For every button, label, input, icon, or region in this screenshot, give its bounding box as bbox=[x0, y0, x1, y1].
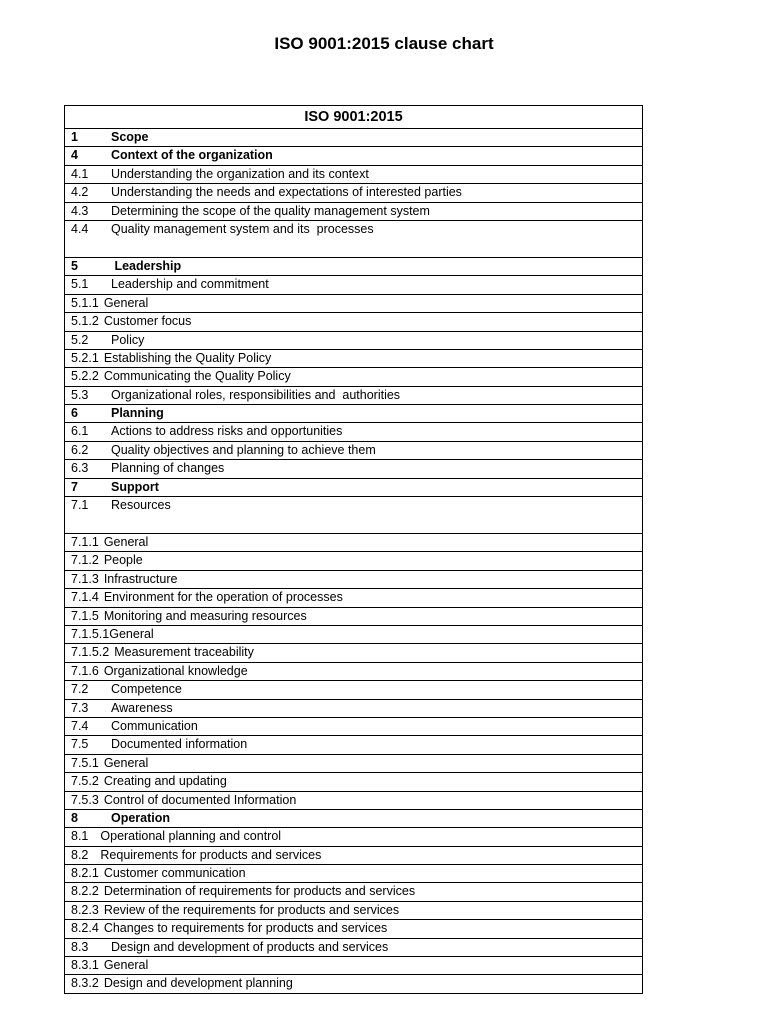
clause-row bbox=[65, 129, 642, 147]
clause-number: 8.3 bbox=[71, 939, 89, 954]
clause-row bbox=[65, 332, 642, 350]
clause-label: Organizational knowledge bbox=[103, 663, 248, 678]
clause-label: Quality management system and its processes bbox=[111, 221, 374, 236]
clause-number: 7.5.1 bbox=[71, 755, 99, 770]
clause-number: 4.4 bbox=[71, 221, 89, 236]
clause-row bbox=[65, 368, 642, 386]
clause-row bbox=[65, 663, 642, 681]
clause-label: Operation bbox=[111, 810, 171, 825]
clause-row bbox=[65, 534, 642, 552]
clause-number: 8 bbox=[71, 810, 78, 825]
clause-label: Operational planning and control bbox=[100, 829, 282, 844]
clause-label: Planning of changes bbox=[111, 461, 225, 476]
clause-number: 8.2.3 bbox=[71, 902, 99, 917]
clause-label: People bbox=[103, 553, 143, 568]
clause-label: Monitoring and measuring resources bbox=[103, 608, 307, 623]
clause-row bbox=[65, 313, 642, 331]
clause-row bbox=[65, 810, 642, 828]
clause-row bbox=[65, 681, 642, 699]
clause-label: General bbox=[103, 295, 149, 310]
clause-row bbox=[65, 442, 642, 460]
clause-label: Actions to address risks and opportunities bbox=[111, 424, 343, 439]
clause-number: 8.2 bbox=[71, 847, 89, 862]
clause-label: Organizational roles, responsibilities and authorities bbox=[111, 387, 401, 402]
clause-label: Customer focus bbox=[103, 314, 192, 329]
clause-row bbox=[65, 700, 642, 718]
clause-row bbox=[65, 792, 642, 810]
clause-label: Competence bbox=[111, 682, 182, 697]
clause-number: 7.4 bbox=[71, 718, 89, 733]
clause-row bbox=[65, 957, 642, 975]
clause-number: 5.2.1 bbox=[71, 350, 99, 365]
clause-number: 7.1 bbox=[71, 498, 89, 513]
clause-number: 7.1.6 bbox=[71, 663, 99, 678]
clause-label: Establishing the Quality Policy bbox=[103, 350, 272, 365]
clause-row bbox=[65, 147, 642, 165]
clause-label: Determination of requirements for products and services bbox=[103, 884, 416, 899]
clause-number: 4.3 bbox=[71, 203, 89, 218]
clause-number: 4.1 bbox=[71, 166, 89, 181]
clause-number: 4 bbox=[71, 148, 78, 163]
clause-row bbox=[65, 258, 642, 276]
clause-label: Documented information bbox=[111, 737, 248, 752]
clause-label: Design and development planning bbox=[103, 976, 293, 991]
clause-row bbox=[65, 718, 642, 736]
clause-number: 7.1.4 bbox=[71, 590, 99, 605]
clause-number: 1 bbox=[71, 130, 78, 144]
clause-row bbox=[65, 755, 642, 773]
clause-number: 5.3 bbox=[71, 387, 89, 402]
clause-label: Support bbox=[111, 479, 159, 494]
clause-row bbox=[65, 865, 642, 883]
clause-label: Scope bbox=[111, 130, 149, 144]
clause-row bbox=[65, 221, 642, 258]
clause-label: Context of the organization bbox=[111, 148, 273, 163]
clause-label: Review of the requirements for products and services bbox=[103, 902, 400, 917]
clause-label: Environment for the operation of processes bbox=[103, 590, 343, 605]
clause-row bbox=[65, 571, 642, 589]
clause-row bbox=[65, 203, 642, 221]
clause-number: 5.2.2 bbox=[71, 369, 99, 384]
clause-number: 5.1 bbox=[71, 277, 89, 292]
clause-row bbox=[65, 387, 642, 405]
clause-row bbox=[65, 883, 642, 901]
clause-label: Infrastructure bbox=[103, 571, 178, 586]
clause-number: 7.5.2 bbox=[71, 774, 99, 789]
clause-row bbox=[65, 644, 642, 662]
clause-label: Awareness bbox=[111, 700, 173, 715]
clause-label: General bbox=[109, 626, 154, 641]
clause-label: Requirements for products and services bbox=[100, 847, 322, 862]
clause-number: 6.1 bbox=[71, 424, 89, 439]
clause-number: 7.1.3 bbox=[71, 571, 99, 586]
clause-number: 7.1.5.1 bbox=[71, 626, 110, 641]
clause-row bbox=[65, 460, 642, 478]
clause-number: 7.1.5 bbox=[71, 608, 99, 623]
clause-row bbox=[65, 295, 642, 313]
clause-table bbox=[64, 105, 643, 994]
clause-label: Understanding the needs and expectations of interested parties bbox=[111, 185, 462, 200]
clause-label: Leadership bbox=[111, 258, 182, 273]
clause-label: Customer communication bbox=[103, 866, 246, 881]
clause-number: 8.3.2 bbox=[71, 976, 99, 991]
clause-row bbox=[65, 920, 642, 938]
clause-label: Leadership and commitment bbox=[111, 277, 269, 292]
table-header: ISO 9001:2015 bbox=[65, 106, 642, 129]
clause-number: 7.5.3 bbox=[71, 792, 99, 807]
clause-number: 7 bbox=[71, 479, 78, 494]
clause-rows bbox=[65, 129, 642, 993]
clause-label: Quality objectives and planning to achieve them bbox=[111, 442, 376, 457]
clause-number: 7.1.1 bbox=[71, 535, 99, 550]
clause-row bbox=[65, 902, 642, 920]
clause-label: Policy bbox=[111, 332, 145, 347]
clause-number: 8.2.4 bbox=[71, 921, 99, 936]
clause-number: 7.2 bbox=[71, 682, 89, 697]
clause-row bbox=[65, 736, 642, 754]
clause-number: 8.1 bbox=[71, 829, 89, 844]
document-title: ISO 9001:2015 clause chart bbox=[274, 34, 494, 53]
clause-number: 5.1.1 bbox=[71, 295, 99, 310]
clause-label: Resources bbox=[111, 498, 171, 513]
clause-row bbox=[65, 552, 642, 570]
clause-row bbox=[65, 608, 642, 626]
clause-label: Design and development of products and services bbox=[111, 939, 389, 954]
clause-row bbox=[65, 589, 642, 607]
clause-row bbox=[65, 405, 642, 423]
clause-label: Changes to requirements for products and services bbox=[103, 921, 388, 936]
clause-label: Understanding the organization and its context bbox=[111, 166, 369, 181]
clause-label: Measurement traceability bbox=[114, 645, 254, 660]
clause-number: 5 bbox=[71, 258, 78, 273]
clause-label: General bbox=[103, 535, 149, 550]
clause-row bbox=[65, 773, 642, 791]
clause-row bbox=[65, 423, 642, 441]
clause-number: 6 bbox=[71, 406, 78, 421]
clause-row bbox=[65, 939, 642, 957]
clause-label: Planning bbox=[111, 406, 164, 421]
clause-row bbox=[65, 350, 642, 368]
clause-row bbox=[65, 276, 642, 294]
clause-row bbox=[65, 626, 642, 644]
clause-number: 7.1.2 bbox=[71, 553, 99, 568]
clause-number: 4.2 bbox=[71, 185, 89, 200]
clause-row bbox=[65, 479, 642, 497]
clause-number: 8.2.2 bbox=[71, 884, 99, 899]
clause-number: 6.2 bbox=[71, 442, 89, 457]
clause-row bbox=[65, 184, 642, 202]
clause-number: 5.2 bbox=[71, 332, 89, 347]
clause-row bbox=[65, 847, 642, 865]
clause-row bbox=[65, 975, 642, 992]
clause-number: 6.3 bbox=[71, 461, 89, 476]
clause-label: General bbox=[103, 958, 149, 973]
clause-number: 7.5 bbox=[71, 737, 89, 752]
clause-number: 5.1.2 bbox=[71, 314, 99, 329]
clause-label: Creating and updating bbox=[103, 774, 227, 789]
clause-row bbox=[65, 828, 642, 846]
clause-label: General bbox=[103, 755, 149, 770]
clause-label: Control of documented Information bbox=[103, 792, 297, 807]
clause-label: Communication bbox=[111, 718, 198, 733]
clause-number: 7.1.5.2 bbox=[71, 645, 110, 660]
clause-row bbox=[65, 166, 642, 184]
clause-row bbox=[65, 497, 642, 534]
clause-number: 7.3 bbox=[71, 700, 89, 715]
clause-number: 8.2.1 bbox=[71, 866, 99, 881]
clause-label: Determining the scope of the quality management system bbox=[111, 203, 430, 218]
clause-number: 8.3.1 bbox=[71, 958, 99, 973]
clause-label: Communicating the Quality Policy bbox=[103, 369, 291, 384]
